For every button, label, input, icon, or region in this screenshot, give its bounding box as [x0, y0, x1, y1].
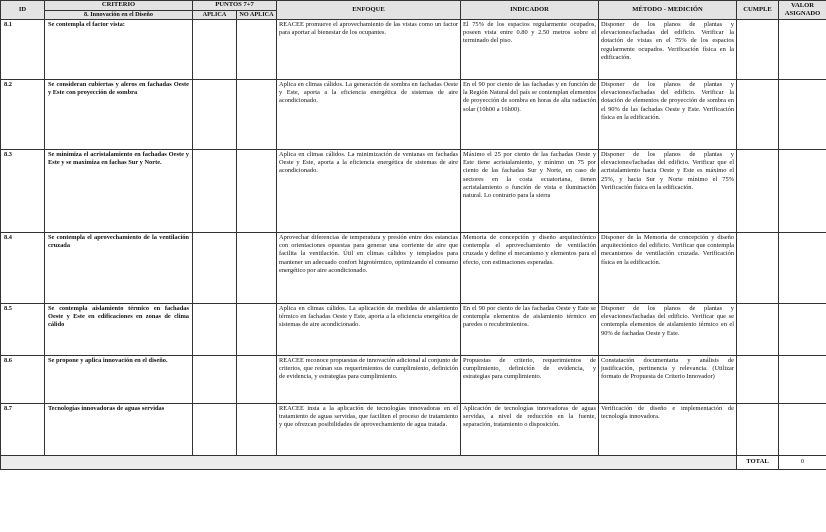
header-enfoque: ENFOQUE	[277, 1, 461, 20]
row-id: 8.2	[1, 80, 45, 150]
cumple-cell[interactable]	[737, 356, 779, 404]
row-indicador: Máximo el 25 por ciento de las fachadas Oeste y Este tiene acristalamiento, y mínimo un 75 por ciento de las fachadas Sur y Norte, en caso de sectores en la costa ecuatoriana, tienen acristalamiento o función de vista e iluminación natural. Lo contrario para la sierra	[461, 150, 599, 233]
row-metodo: Disponer de la Memoria de concepción y diseño arquitectónico del edificio. Verificar que contempla mecanismos de ventilación cruzada. Verificación física en la edificación.	[599, 233, 737, 304]
aplica-cell[interactable]	[193, 404, 237, 456]
cumple-cell[interactable]	[737, 80, 779, 150]
aplica-cell[interactable]	[193, 233, 237, 304]
row-criterio: Se minimiza el acristalamiento en fachadas Oeste y Este y se maximiza en fachas Sur y Norte.	[45, 150, 193, 233]
header-valor-asignado: VALOR ASIGNADO	[779, 1, 826, 20]
row-enfoque: REACEE insta a la aplicación de tecnologías innovadoras en el tratamiento de aguas servidas, que faciliten el proceso de tratamiento y que ofrezcan posibilidades de aprovechamiento de agua tratada.	[277, 404, 461, 456]
valor-cell[interactable]	[779, 80, 826, 150]
header-puntos: PUNTOS 7+7	[193, 1, 277, 11]
row-indicador: Memoria de concepción y diseño arquitectónico contempla el aprovechamiento de ventilación cruzada y define el mecanismo y elementos para el efecto, con estimaciones esperadas.	[461, 233, 599, 304]
row-enfoque: Aplica en climas cálidos. La aplicación de medidas de aislamiento térmico en fachadas Oeste y Este, aporta a la eficiencia energética de sistemas de aire acondicionado.	[277, 304, 461, 356]
valor-cell[interactable]	[779, 150, 826, 233]
no-aplica-cell[interactable]	[237, 356, 277, 404]
row-enfoque: Aprovechar diferencias de temperatura y presión entre dos estancias con orientaciones opuestas para generar una corriente de aire que facilita la ventilación. Útil en climas cálidos y templados para mantener un adecuado confort higrotérmico, optimizando el consumo energético por aire acondicionado.	[277, 233, 461, 304]
no-aplica-cell[interactable]	[237, 20, 277, 80]
valor-cell[interactable]	[779, 356, 826, 404]
table-row	[1, 404, 826, 456]
cumple-cell[interactable]	[737, 304, 779, 356]
row-enfoque: REACEE reconoce propuestas de innovación adicional al conjunto de criterios, que reúnan sus requerimientos de cumplimiento, definición de evidencia, y estrategias para cumplimiento.	[277, 356, 461, 404]
valor-cell[interactable]	[779, 304, 826, 356]
header-metodo: MÉTODO - MEDICIÓN	[599, 1, 737, 20]
section-title: 8. Innovación en el Diseño	[45, 11, 193, 20]
row-criterio: Se consideran cubiertas y aleros en fachadas Oeste y Este con proyección de sombra	[45, 80, 193, 150]
row-id: 8.4	[1, 233, 45, 304]
row-id: 8.7	[1, 404, 45, 456]
header-no-aplica: NO APLICA	[237, 11, 277, 20]
row-id: 8.6	[1, 356, 45, 404]
no-aplica-cell[interactable]	[237, 304, 277, 356]
row-metodo: Disponer de los planos de plantas y elevaciones/fachadas del edificio. Verificar que el acristalamiento hacia Oeste y Este es máximo el 25%, y hacia Sur y Norte mínimo el 75% Verificación física en la edificación.	[599, 150, 737, 233]
row-id: 8.1	[1, 20, 45, 80]
row-indicador: Propuestas de criterio, requerimientos de cumplimiento, definición de evidencia, y estrategias para cumplimiento.	[461, 356, 599, 404]
row-indicador: Aplicación de tecnologías innovadoras de aguas servidas, a nivel de reducción en la fuente, separación, tratamiento o disposición.	[461, 404, 599, 456]
row-enfoque: Aplica en climas cálidos. La minimización de ventanas en fachadas Oeste y Este, aporta a la eficiencia energética de sistemas de aire acondicionado.	[277, 150, 461, 233]
row-criterio: Se contempla aislamiento térmico en fachadas Oeste y Este en edificaciones en zonas de clima cálido	[45, 304, 193, 356]
row-id: 8.5	[1, 304, 45, 356]
row-metodo: Disponer de los planos de plantas y elevaciones/fachadas del edificio. Verificar que se contempla elementos de aislamiento térmico en el 90% de fachadas Oeste y Este.	[599, 304, 737, 356]
table-row	[1, 304, 826, 356]
row-metodo: Disponer de los planos de plantas y elevaciones/fachadas del edificio. Verificar la dotación de elementos de proyección de sombra en el 90% de las fachadas Oeste y Este. Verificación física en la edificación.	[599, 80, 737, 150]
row-enfoque: REACEE promueve el aprovechamiento de las vistas como un factor para aportar al bienestar de los ocupantes.	[277, 20, 461, 80]
table-row	[1, 150, 826, 233]
row-indicador: En el 90 por ciento de las fachadas Oeste y Este se contempla elementos de aislamiento térmico en paredes o recubrimientos.	[461, 304, 599, 356]
header-id: ID	[1, 1, 45, 20]
no-aplica-cell[interactable]	[237, 150, 277, 233]
row-criterio: Tecnologías innovadoras de aguas servidas	[45, 404, 193, 456]
no-aplica-cell[interactable]	[237, 80, 277, 150]
row-id: 8.3	[1, 150, 45, 233]
total-value: 0	[779, 456, 826, 470]
table-row	[1, 233, 826, 304]
table-row	[1, 20, 826, 80]
total-spacer	[1, 456, 737, 470]
valor-cell[interactable]	[779, 233, 826, 304]
row-metodo: Constatación documentaria y análisis de justificación, pertinencia y relevancia. (Utilizar formato de Propuesta de Criterio Innovador)	[599, 356, 737, 404]
aplica-cell[interactable]	[193, 20, 237, 80]
aplica-cell[interactable]	[193, 150, 237, 233]
cumple-cell[interactable]	[737, 20, 779, 80]
header-indicador: INDICADOR	[461, 1, 599, 20]
row-indicador: El 75% de los espacios regularmente ocupados, poseen vista entre 0.80 y 2.50 metros sobre el terminado del piso.	[461, 20, 599, 80]
valor-cell[interactable]	[779, 404, 826, 456]
header-cumple: CUMPLE	[737, 1, 779, 20]
aplica-cell[interactable]	[193, 356, 237, 404]
row-criterio: Se contempla el factor vista:	[45, 20, 193, 80]
table-row	[1, 80, 826, 150]
table-row	[1, 356, 826, 404]
total-label: TOTAL	[737, 456, 779, 470]
total-row	[1, 456, 826, 470]
cumple-cell[interactable]	[737, 404, 779, 456]
row-enfoque: Aplica en climas cálidos. La generación de sombra en fachadas Oeste y Este, aporta a la eficiencia energética de sistemas de aire acondicionado.	[277, 80, 461, 150]
valor-cell[interactable]	[779, 20, 826, 80]
cumple-cell[interactable]	[737, 150, 779, 233]
no-aplica-cell[interactable]	[237, 404, 277, 456]
row-criterio: Se propone y aplica innovación en el diseño.	[45, 356, 193, 404]
cumple-cell[interactable]	[737, 233, 779, 304]
aplica-cell[interactable]	[193, 80, 237, 150]
row-metodo: Disponer de los planos de plantas y elevaciones/fachadas del edificio. Verificar la dotación de vistas en el 75% de los espacios regularmente ocupados. Verificación física en la edificación.	[599, 20, 737, 80]
header-criterio: CRITERIO	[45, 1, 193, 11]
row-criterio: Se contempla el aprovechamiento de la ventilación cruzada	[45, 233, 193, 304]
row-metodo: Verificación de diseño e implementación de tecnología innovadora.	[599, 404, 737, 456]
aplica-cell[interactable]	[193, 304, 237, 356]
no-aplica-cell[interactable]	[237, 233, 277, 304]
header-aplica: APLICA	[193, 11, 237, 20]
row-indicador: En el 90 por ciento de las fachadas y en función de la Región Natural del país se contemplan elementos de proyección de sombra en horas de alta radiación solar (10h00 a 16h00).	[461, 80, 599, 150]
